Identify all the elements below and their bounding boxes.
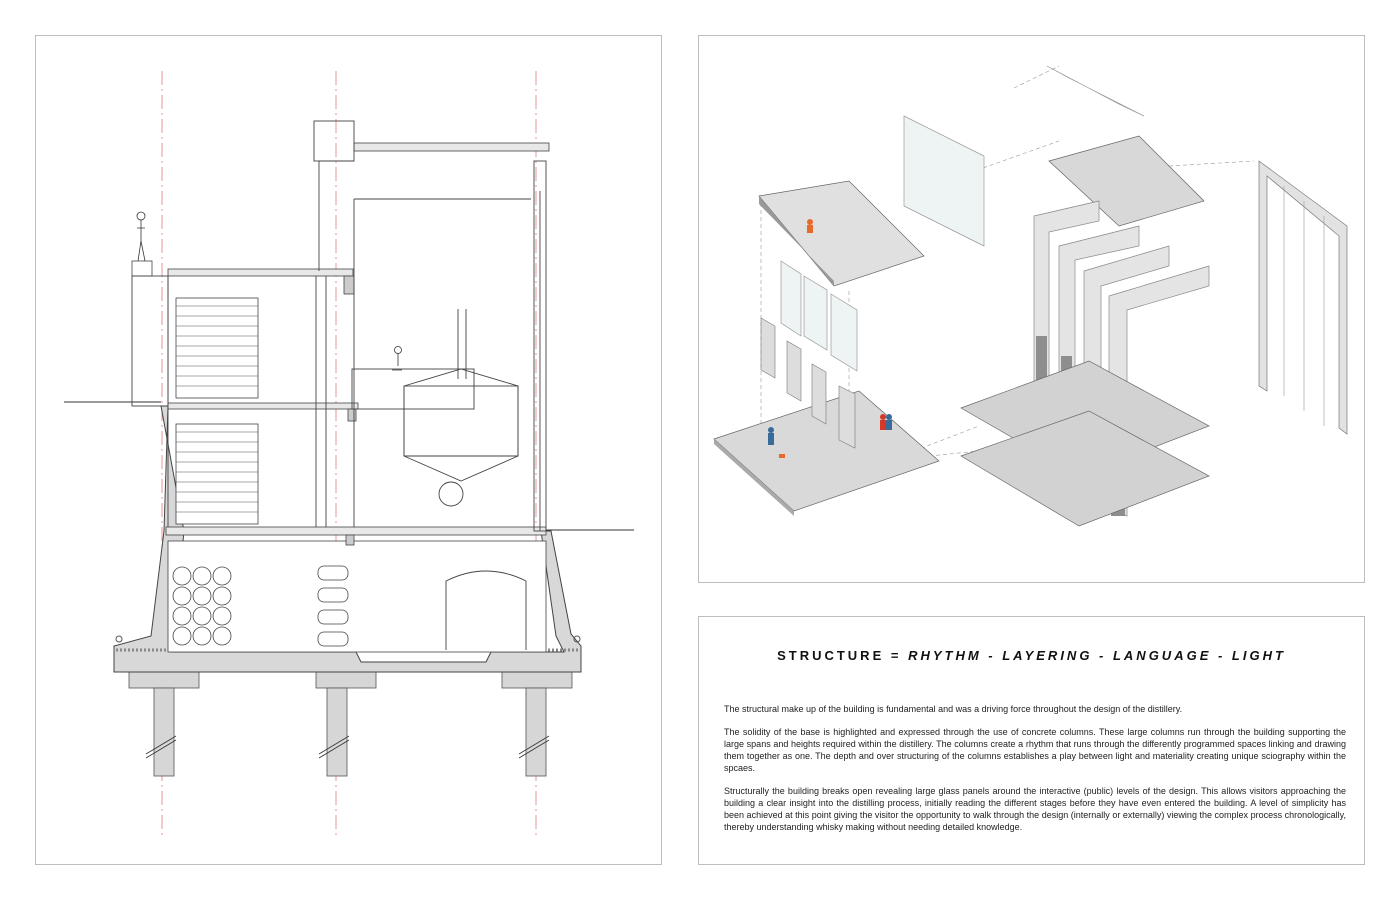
headline-keywords: RHYTHM - LAYERING - LANGUAGE - LIGHT	[908, 648, 1286, 663]
text-panel	[698, 616, 1365, 865]
headline-lead: STRUCTURE =	[777, 648, 909, 663]
pile-foundations	[129, 672, 572, 776]
axonometric-panel	[698, 35, 1365, 583]
structure-headline	[699, 648, 1364, 663]
paragraph-intro: The structural make up of the building is fundamental and was a driving force throughout the design of the distillery.	[724, 704, 1183, 714]
building-section-drawing	[36, 36, 663, 866]
ground-slab-left	[714, 391, 939, 511]
paragraph-columns: The solidity of the base is highlighted and expressed through the use of concrete columns. These large columns run through the building supporting the large spans and heights required within the distillery. The columns create a rhythm that runs through the differently programmed spaces linking and drawing them together as one. The depth and over structuring of the columns establishes a play between light and materiality creating unique sciography within the spcaes.	[724, 727, 1346, 773]
pile-break-marks	[146, 736, 549, 758]
floor-slabs-right	[961, 361, 1209, 526]
description-body	[724, 703, 1346, 844]
section-drawing-panel	[35, 35, 662, 865]
wall-ribs	[1284, 186, 1324, 426]
storage-racks	[176, 298, 258, 524]
still-vessel	[352, 309, 518, 506]
exploded-axonometric-drawing	[699, 36, 1366, 584]
paragraph-glass: Structurally the building breaks open revealing large glass panels around the interactive (public) levels of the design. This allows visitors approaching the building a clear insight into the distilling process, initially reading the different stages before they have even entered the building. A level of simplicity has been achieved at this point giving the visitor the opportunity to walk through the design (internally or externally) viewing the complex process chronologically, thereby understanding whisky making without needing detailed knowledge.	[724, 786, 1346, 832]
side-wall-right	[1259, 161, 1347, 434]
